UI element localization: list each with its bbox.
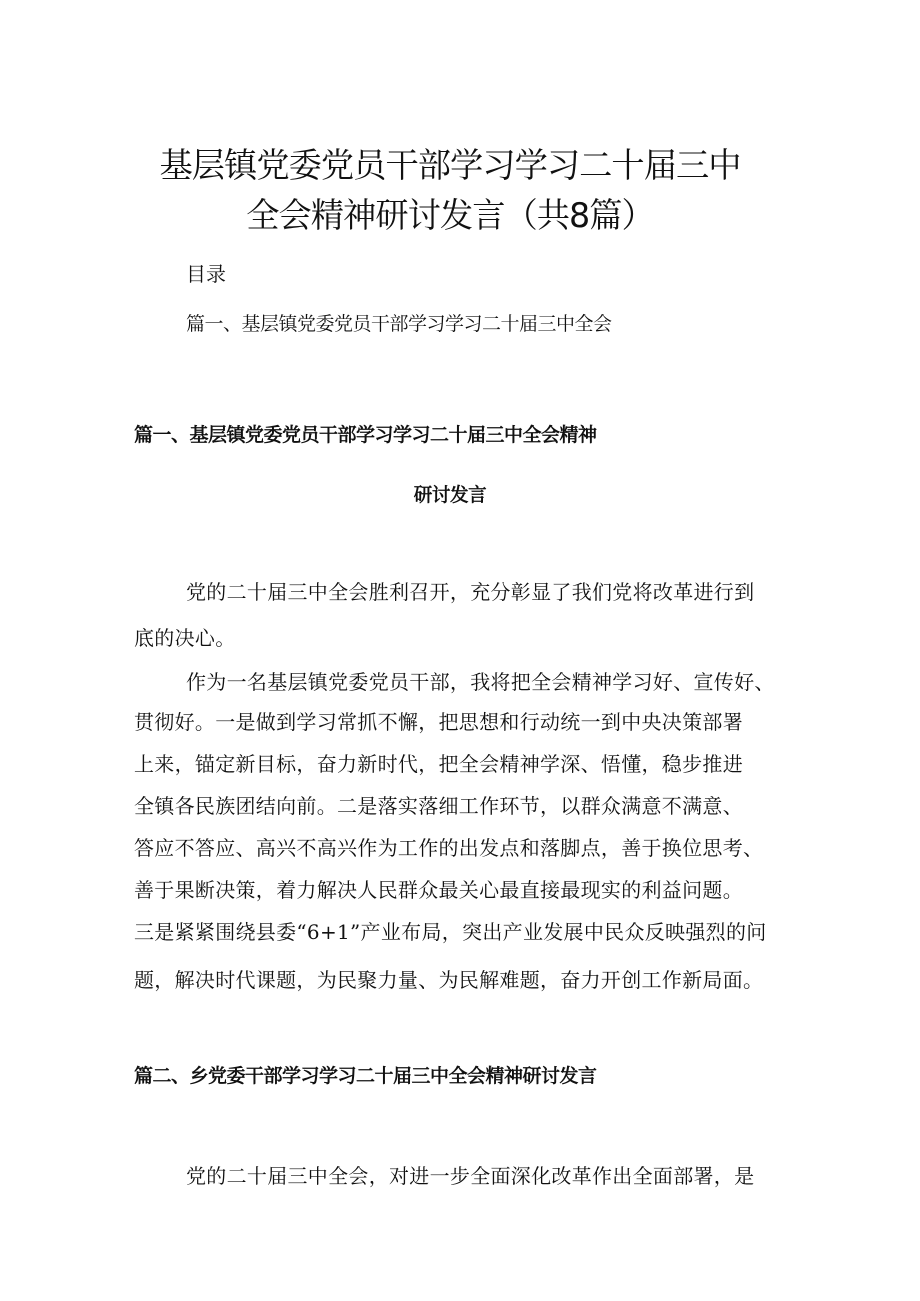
section1-body-line: 作为一名基层镇党委党员干部，我将把全会精神学习好、宣传好、 (186, 670, 775, 694)
section1-body-line: 题，解决时代课题，为民聚力量、为民解难题，奋力开创工作新局面。 (134, 968, 764, 992)
document-title-line-1: 基层镇党委党员干部学习学习二十届三中 (159, 146, 741, 186)
section1-heading-line-2: 研讨发言 (413, 484, 487, 506)
section1-body-line: 底的决心。 (134, 626, 236, 650)
section1-body-line: 上来，锚定新目标，奋力新时代，把全会精神学深、悟懂，稳步推进 (134, 752, 743, 776)
section1-body-line: 党的二十届三中全会胜利召开，充分彰显了我们党将改革进行到 (186, 580, 755, 604)
section2-heading: 篇二、乡党委干部学习学习二十届三中全会精神研讨发言 (134, 1065, 597, 1087)
section1-heading-line-1: 篇一、基层镇党委党员干部学习学习二十届三中全会精神 (134, 424, 597, 446)
toc-item[interactable]: 篇一、基层镇党委党员干部学习学习二十届三中全会 (186, 313, 612, 335)
toc-label: 目录 (186, 262, 226, 286)
section1-body-line: 三是紧紧围绕县委“6+1”产业布局，突出产业发展中民众反映强烈的问 (134, 920, 767, 944)
section2-body-line: 党的二十届三中全会，对进一步全面深化改革作出全面部署，是 (186, 1164, 755, 1188)
section1-body-line: 善于果断决策，着力解决人民群众最关心最直接最现实的利益问题。 (134, 878, 743, 902)
section1-body-line: 贯彻好。一是做到学习常抓不懈，把思想和行动统一到中央决策部署 (134, 710, 743, 734)
section1-body-line: 全镇各民族团结向前。二是落实落细工作环节，以群众满意不满意、 (134, 794, 743, 818)
document-title-line-2: 全会精神研讨发言（共8篇） (246, 196, 654, 236)
section1-body-line: 答应不答应、高兴不高兴作为工作的出发点和落脚点，善于换位思考、 (134, 836, 764, 860)
